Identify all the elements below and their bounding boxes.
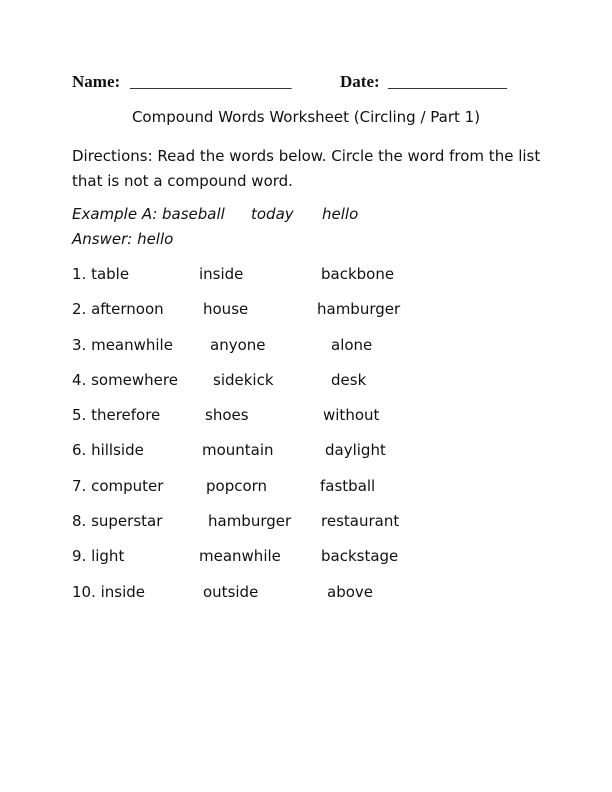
example-word-2: today xyxy=(251,205,294,223)
list-item xyxy=(72,406,562,441)
list-item xyxy=(72,336,562,371)
directions-line-2: that is not a compound word. xyxy=(72,172,293,190)
item-word-2[interactable]: anyone xyxy=(210,335,266,354)
item-word-1[interactable]: 5. therefore xyxy=(72,406,161,425)
name-label: Name: xyxy=(72,72,121,91)
name-blank: ___________________ xyxy=(130,72,292,91)
item-word-3[interactable]: fastball xyxy=(320,476,376,495)
example-word-3: hello xyxy=(322,205,359,223)
word-list xyxy=(72,265,562,618)
example-block xyxy=(72,205,562,255)
list-item xyxy=(72,512,562,547)
list-item xyxy=(72,547,562,582)
item-word-2[interactable]: meanwhile xyxy=(199,547,281,566)
item-word-3[interactable]: backbone xyxy=(321,265,395,283)
item-word-3[interactable]: alone xyxy=(331,335,373,354)
item-word-3[interactable]: backstage xyxy=(321,547,399,566)
item-word-3[interactable]: daylight xyxy=(325,441,386,460)
item-word-1[interactable]: 8. superstar xyxy=(72,512,163,531)
list-item xyxy=(72,265,562,300)
list-item xyxy=(72,583,562,618)
item-word-3[interactable]: hamburger xyxy=(317,300,401,319)
item-word-3[interactable]: desk xyxy=(331,370,367,389)
example-answer-row xyxy=(72,230,562,255)
item-word-2[interactable]: hamburger xyxy=(208,512,292,531)
item-word-1[interactable]: 10. inside xyxy=(72,582,146,601)
example-row xyxy=(72,205,562,230)
example-answer: Answer: hello xyxy=(72,230,174,248)
item-word-1[interactable]: 3. meanwhile xyxy=(72,335,173,354)
item-word-1[interactable]: 1. table xyxy=(72,265,130,283)
item-word-2[interactable]: shoes xyxy=(205,406,249,425)
example-label: Example A: xyxy=(72,205,158,223)
item-word-1[interactable]: 4. somewhere xyxy=(72,370,178,389)
item-word-1[interactable]: 2. afternoon xyxy=(72,300,164,319)
item-word-2[interactable]: inside xyxy=(199,265,244,283)
example-word-1: baseball xyxy=(162,205,225,223)
list-item xyxy=(72,371,562,406)
date-blank: ______________ xyxy=(388,72,507,91)
date-label: Date: xyxy=(340,72,380,91)
item-word-2[interactable]: outside xyxy=(203,582,259,601)
item-word-2[interactable]: popcorn xyxy=(206,476,268,495)
directions-line-1: Directions: Read the words below. Circle the word from the list xyxy=(72,147,541,165)
item-word-2[interactable]: house xyxy=(203,300,249,319)
list-item xyxy=(72,441,562,476)
directions xyxy=(72,144,562,194)
item-word-1[interactable]: 9. light xyxy=(72,547,125,566)
item-word-3[interactable]: without xyxy=(323,406,380,425)
item-word-1[interactable]: 6. hillside xyxy=(72,441,144,460)
list-item xyxy=(72,300,562,335)
item-word-1[interactable]: 7. computer xyxy=(72,476,164,495)
item-word-2[interactable]: mountain xyxy=(202,441,274,460)
worksheet-title: Compound Words Worksheet (Circling / Part 1) xyxy=(131,108,481,126)
item-word-3[interactable]: above xyxy=(327,582,373,601)
item-word-3[interactable]: restaurant xyxy=(321,512,400,531)
list-item xyxy=(72,477,562,512)
item-word-2[interactable]: sidekick xyxy=(213,370,274,389)
header-fields xyxy=(72,72,542,96)
